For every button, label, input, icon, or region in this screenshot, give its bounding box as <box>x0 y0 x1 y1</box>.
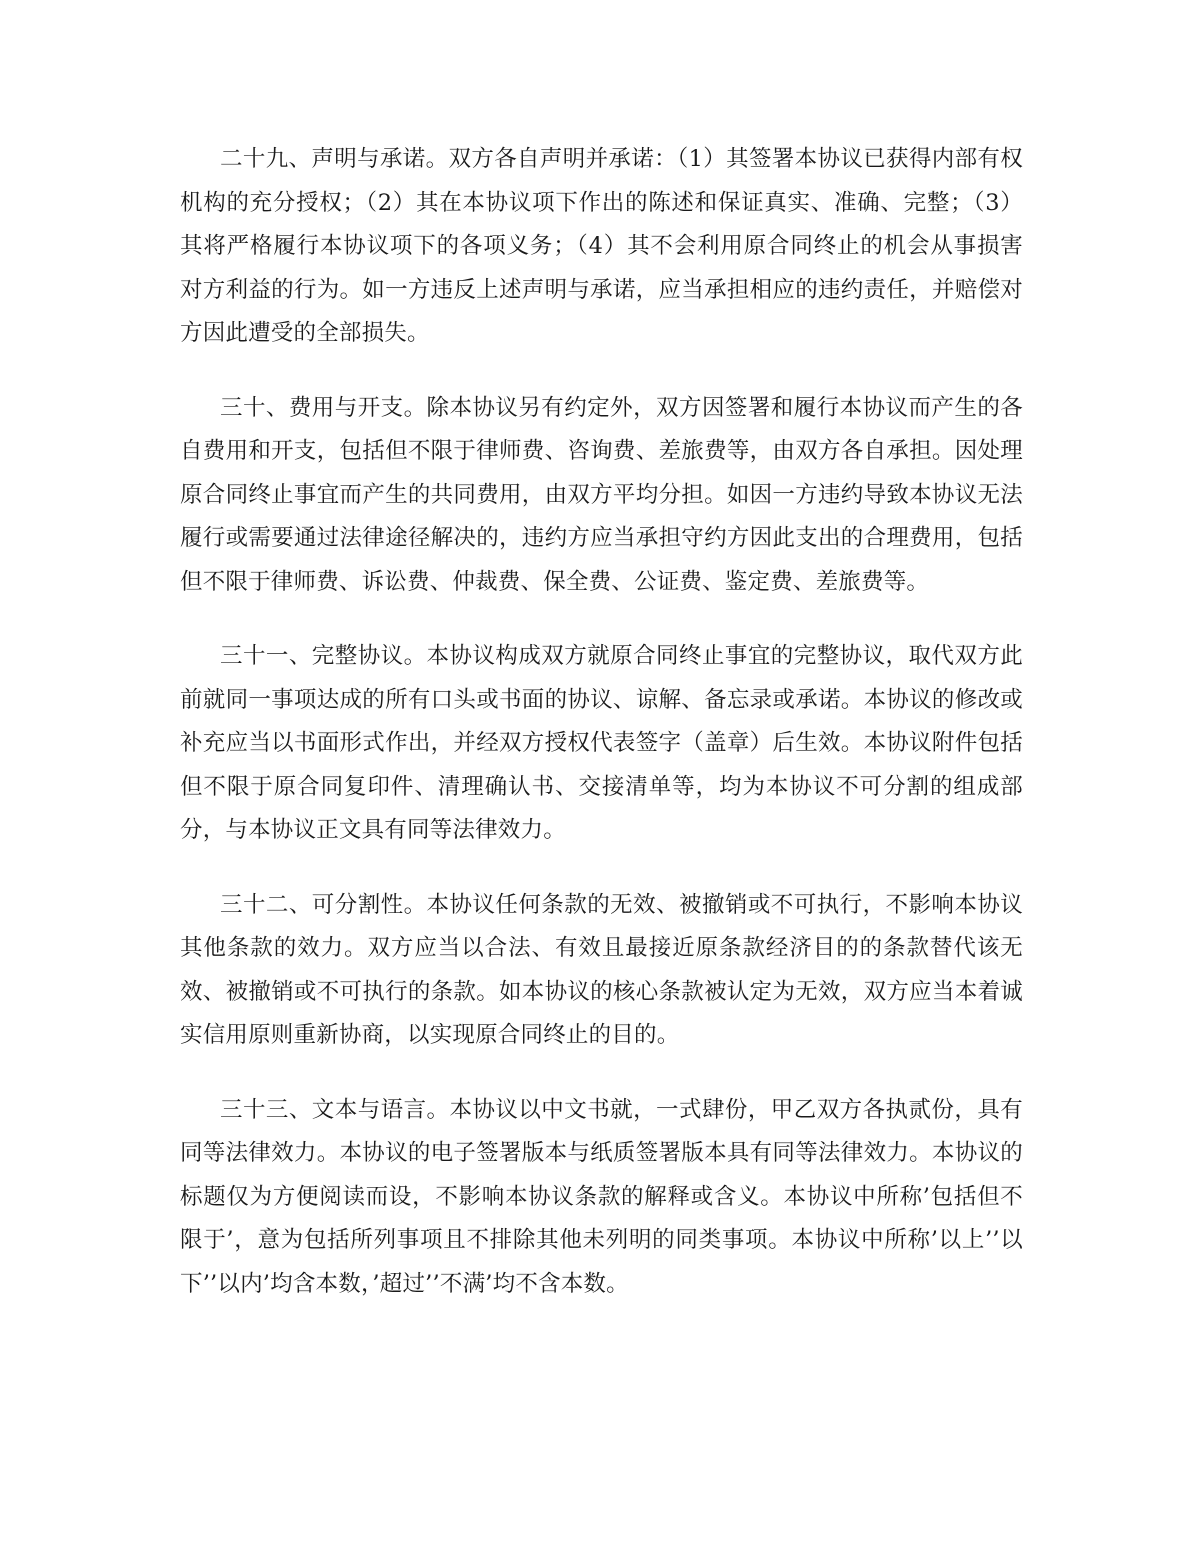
clause-31-paragraph: 三十一、完整协议。本协议构成双方就原合同终止事宜的完整协议，取代双方此前就同一事项达成的所有口头或书面的协议、谅解、备忘录或承诺。本协议的修改或补充应当以书面形式作出，并经双方授权代表签字（盖章）后生效。本协议附件包括但不限于原合同复印件、清理确认书、交接清单等，均为本协议不可分割的组成部分，与本协议正文具有同等法律效力。 <box>180 643 1023 843</box>
document-body <box>180 138 1023 1337</box>
clause-30-paragraph: 三十、费用与开支。除本协议另有约定外，双方因签署和履行本协议而产生的各自费用和开支，包括但不限于律师费、咨询费、差旅费等，由双方各自承担。因处理原合同终止事宜而产生的共同费用，由双方平均分担。如因一方违约导致本协议无法履行或需要通过法律途径解决的，违约方应当承担守约方因此支出的合理费用，包括但不限于律师费、诉讼费、仲裁费、保全费、公证费、鉴定费、差旅费等。 <box>180 394 1023 595</box>
clause-29-paragraph: 二十九、声明与承诺。双方各自声明并承诺：（1）其签署本协议已获得内部有权机构的充分授权；（2）其在本协议项下作出的陈述和保证真实、准确、完整；（3）其将严格履行本协议项下的各项义务；（4）其不会利用原合同终止的机会从事损害对方利益的行为。如一方违反上述声明与承诺，应当承担相应的违约责任，并赔偿对方因此遭受的全部损失。 <box>180 146 1023 346</box>
clause-32-paragraph: 三十二、可分割性。本协议任何条款的无效、被撤销或不可执行，不影响本协议其他条款的效力。双方应当以合法、有效且最接近原条款经济目的的条款替代该无效、被撤销或不可执行的条款。如本协议的核心条款被认定为无效，双方应当本着诚实信用原则重新协商，以实现原合同终止的目的。 <box>180 891 1023 1048</box>
clause-33-paragraph: 三十三、文本与语言。本协议以中文书就，一式肆份，甲乙双方各执贰份，具有同等法律效力。本协议的电子签署版本与纸质签署版本具有同等法律效力。本协议的标题仅为方便阅读而设，不影响本协议条款的解释或含义。本协议中所称’包括但不限于’，意为包括所列事项且不排除其他未列明的同类事项。本协议中所称’以上’’以下’’以内’均含本数，’超过’’不满’均不含本数。 <box>180 1096 1023 1297</box>
